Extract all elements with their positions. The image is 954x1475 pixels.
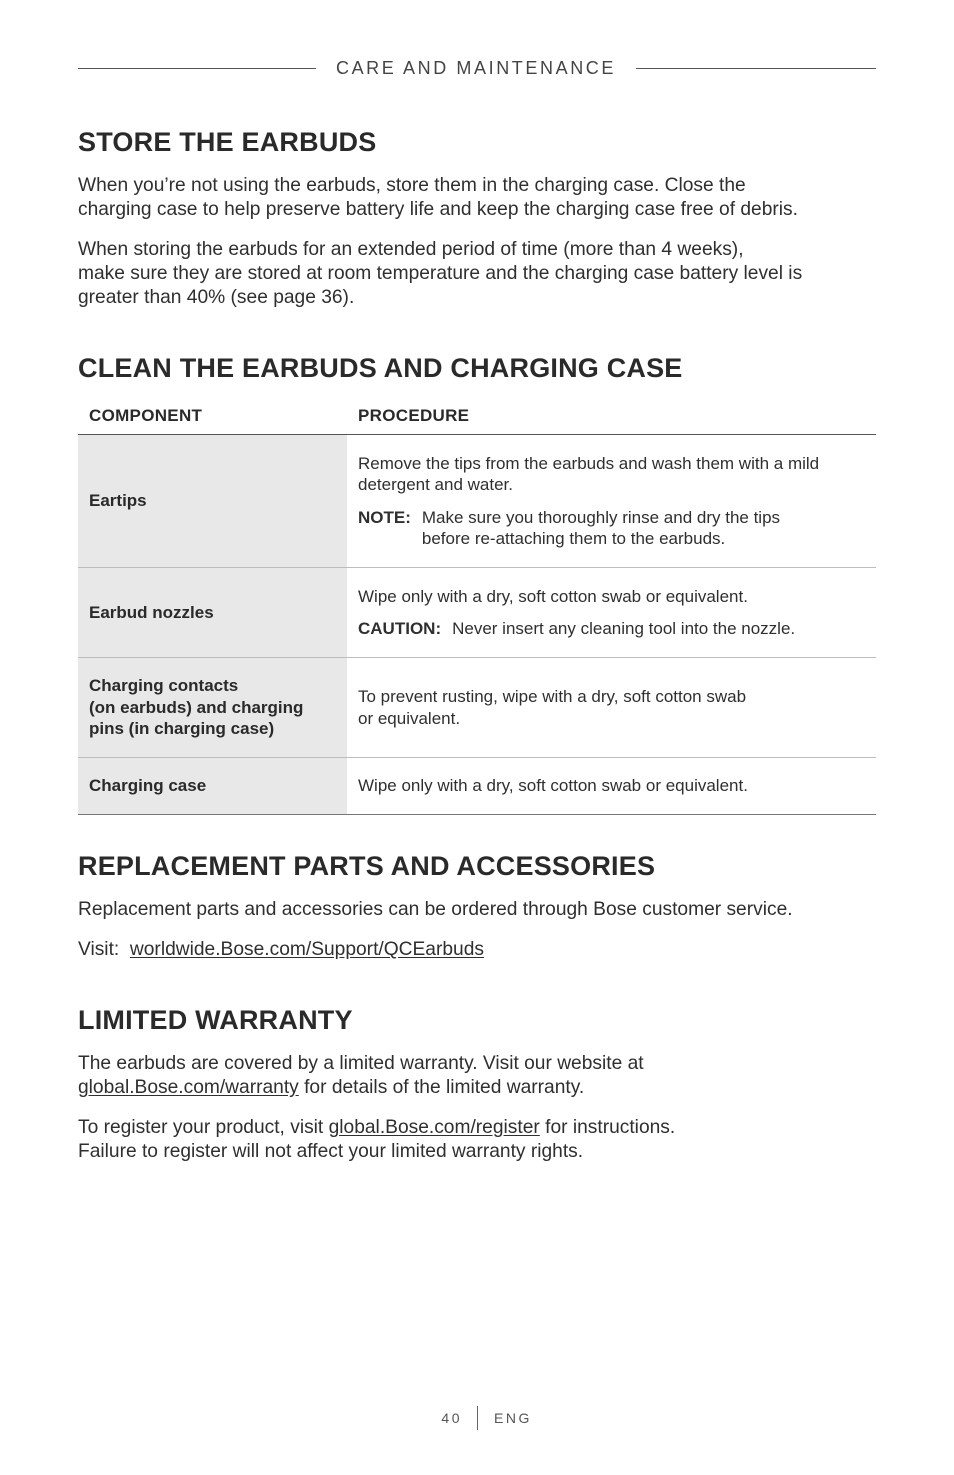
procedure-text <box>358 686 876 729</box>
col-header-procedure: PROCEDURE <box>358 406 470 425</box>
store-p2-line2: make sure they are stored at room temperature and the charging case battery level is <box>78 263 803 284</box>
visit-label: Visit: <box>78 939 120 960</box>
component-cell: Charging case <box>78 758 347 814</box>
language-code: ENG <box>494 1410 532 1426</box>
page-footer <box>0 1406 954 1430</box>
cleaning-table <box>78 400 876 815</box>
replacement-heading: REPLACEMENT PARTS AND ACCESSORIES <box>78 851 656 881</box>
page-number: 40 <box>441 1410 462 1426</box>
store-paragraph-2 <box>78 238 878 310</box>
procedure-text <box>358 453 876 496</box>
component-line: (on earbuds) and charging <box>89 697 304 717</box>
note-line: before re-attaching them to the earbuds. <box>421 529 726 548</box>
support-link[interactable]: worldwide.Bose.com/Support/QCEarbuds <box>129 939 484 960</box>
procedure-cell <box>358 435 876 567</box>
replacement-paragraph: Replacement parts and accessories can be ordered through Bose customer service. <box>78 899 793 920</box>
table-row <box>78 658 876 758</box>
caution-label: CAUTION: <box>358 619 442 638</box>
procedure-text: Wipe only with a dry, soft cotton swab or equivalent. <box>358 586 748 606</box>
procedure-cell <box>358 758 876 814</box>
component-line: Charging contacts <box>89 676 239 696</box>
table-header <box>78 400 876 435</box>
store-p2-line1: When storing the earbuds for an extended period of time (more than 4 weeks), <box>78 239 744 260</box>
header-rule-left <box>78 68 316 69</box>
warranty-paragraph-1 <box>78 1052 878 1100</box>
component-cell: Earbud nozzles <box>78 568 347 657</box>
table-row <box>78 435 876 568</box>
note-text <box>422 507 780 550</box>
clean-heading: CLEAN THE EARBUDS AND CHARGING CASE <box>78 353 683 383</box>
warranty-text: for details of the limited warranty. <box>298 1077 585 1098</box>
store-heading: STORE THE EARBUDS <box>78 127 377 157</box>
table-row <box>78 568 876 658</box>
store-paragraph-1 <box>78 174 878 222</box>
register-text: Failure to register will not affect your limited warranty rights. <box>78 1141 584 1162</box>
note-line: Make sure you thoroughly rinse and dry the tips <box>421 507 781 527</box>
caution <box>358 618 876 640</box>
warranty-heading: LIMITED WARRANTY <box>78 1005 353 1035</box>
section-title: CARE AND MAINTENANCE <box>335 58 617 78</box>
warranty-link[interactable]: global.Bose.com/warranty <box>78 1077 299 1098</box>
table-row <box>78 758 876 815</box>
procedure-line: Remove the tips from the earbuds and wash them with a mild <box>358 453 820 473</box>
procedure-line: detergent and water. <box>358 475 514 494</box>
replacement-visit <box>78 938 878 962</box>
procedure-text: Wipe only with a dry, soft cotton swab or equivalent. <box>358 776 748 796</box>
component-line: pins (in charging case) <box>89 719 275 739</box>
running-header <box>78 57 876 79</box>
register-link[interactable]: global.Bose.com/register <box>328 1117 540 1138</box>
register-text: for instructions. <box>539 1117 676 1138</box>
component-cell <box>78 658 347 757</box>
register-text: To register your product, visit <box>78 1117 329 1138</box>
store-p2-line3: greater than 40% (see page 36). <box>78 287 355 308</box>
caution-text: Never insert any cleaning tool into the nozzle. <box>452 619 796 638</box>
note <box>358 507 876 550</box>
header-rule-right <box>636 68 876 69</box>
warranty-paragraph-2 <box>78 1116 878 1164</box>
note-label: NOTE: <box>358 507 411 527</box>
footer-divider <box>477 1406 478 1430</box>
col-header-component: COMPONENT <box>89 406 203 425</box>
component-cell: Eartips <box>78 435 347 567</box>
procedure-cell <box>358 658 876 757</box>
store-p1-line2: charging case to help preserve battery life and keep the charging case free of debris. <box>78 199 798 220</box>
warranty-text: The earbuds are covered by a limited warranty. Visit our website at <box>78 1053 644 1074</box>
store-p1-line1: When you’re not using the earbuds, store them in the charging case. Close the <box>78 175 746 196</box>
procedure-line: or equivalent. <box>358 708 461 728</box>
procedure-line: To prevent rusting, wipe with a dry, soft cotton swab <box>358 687 747 706</box>
procedure-cell <box>358 568 876 657</box>
